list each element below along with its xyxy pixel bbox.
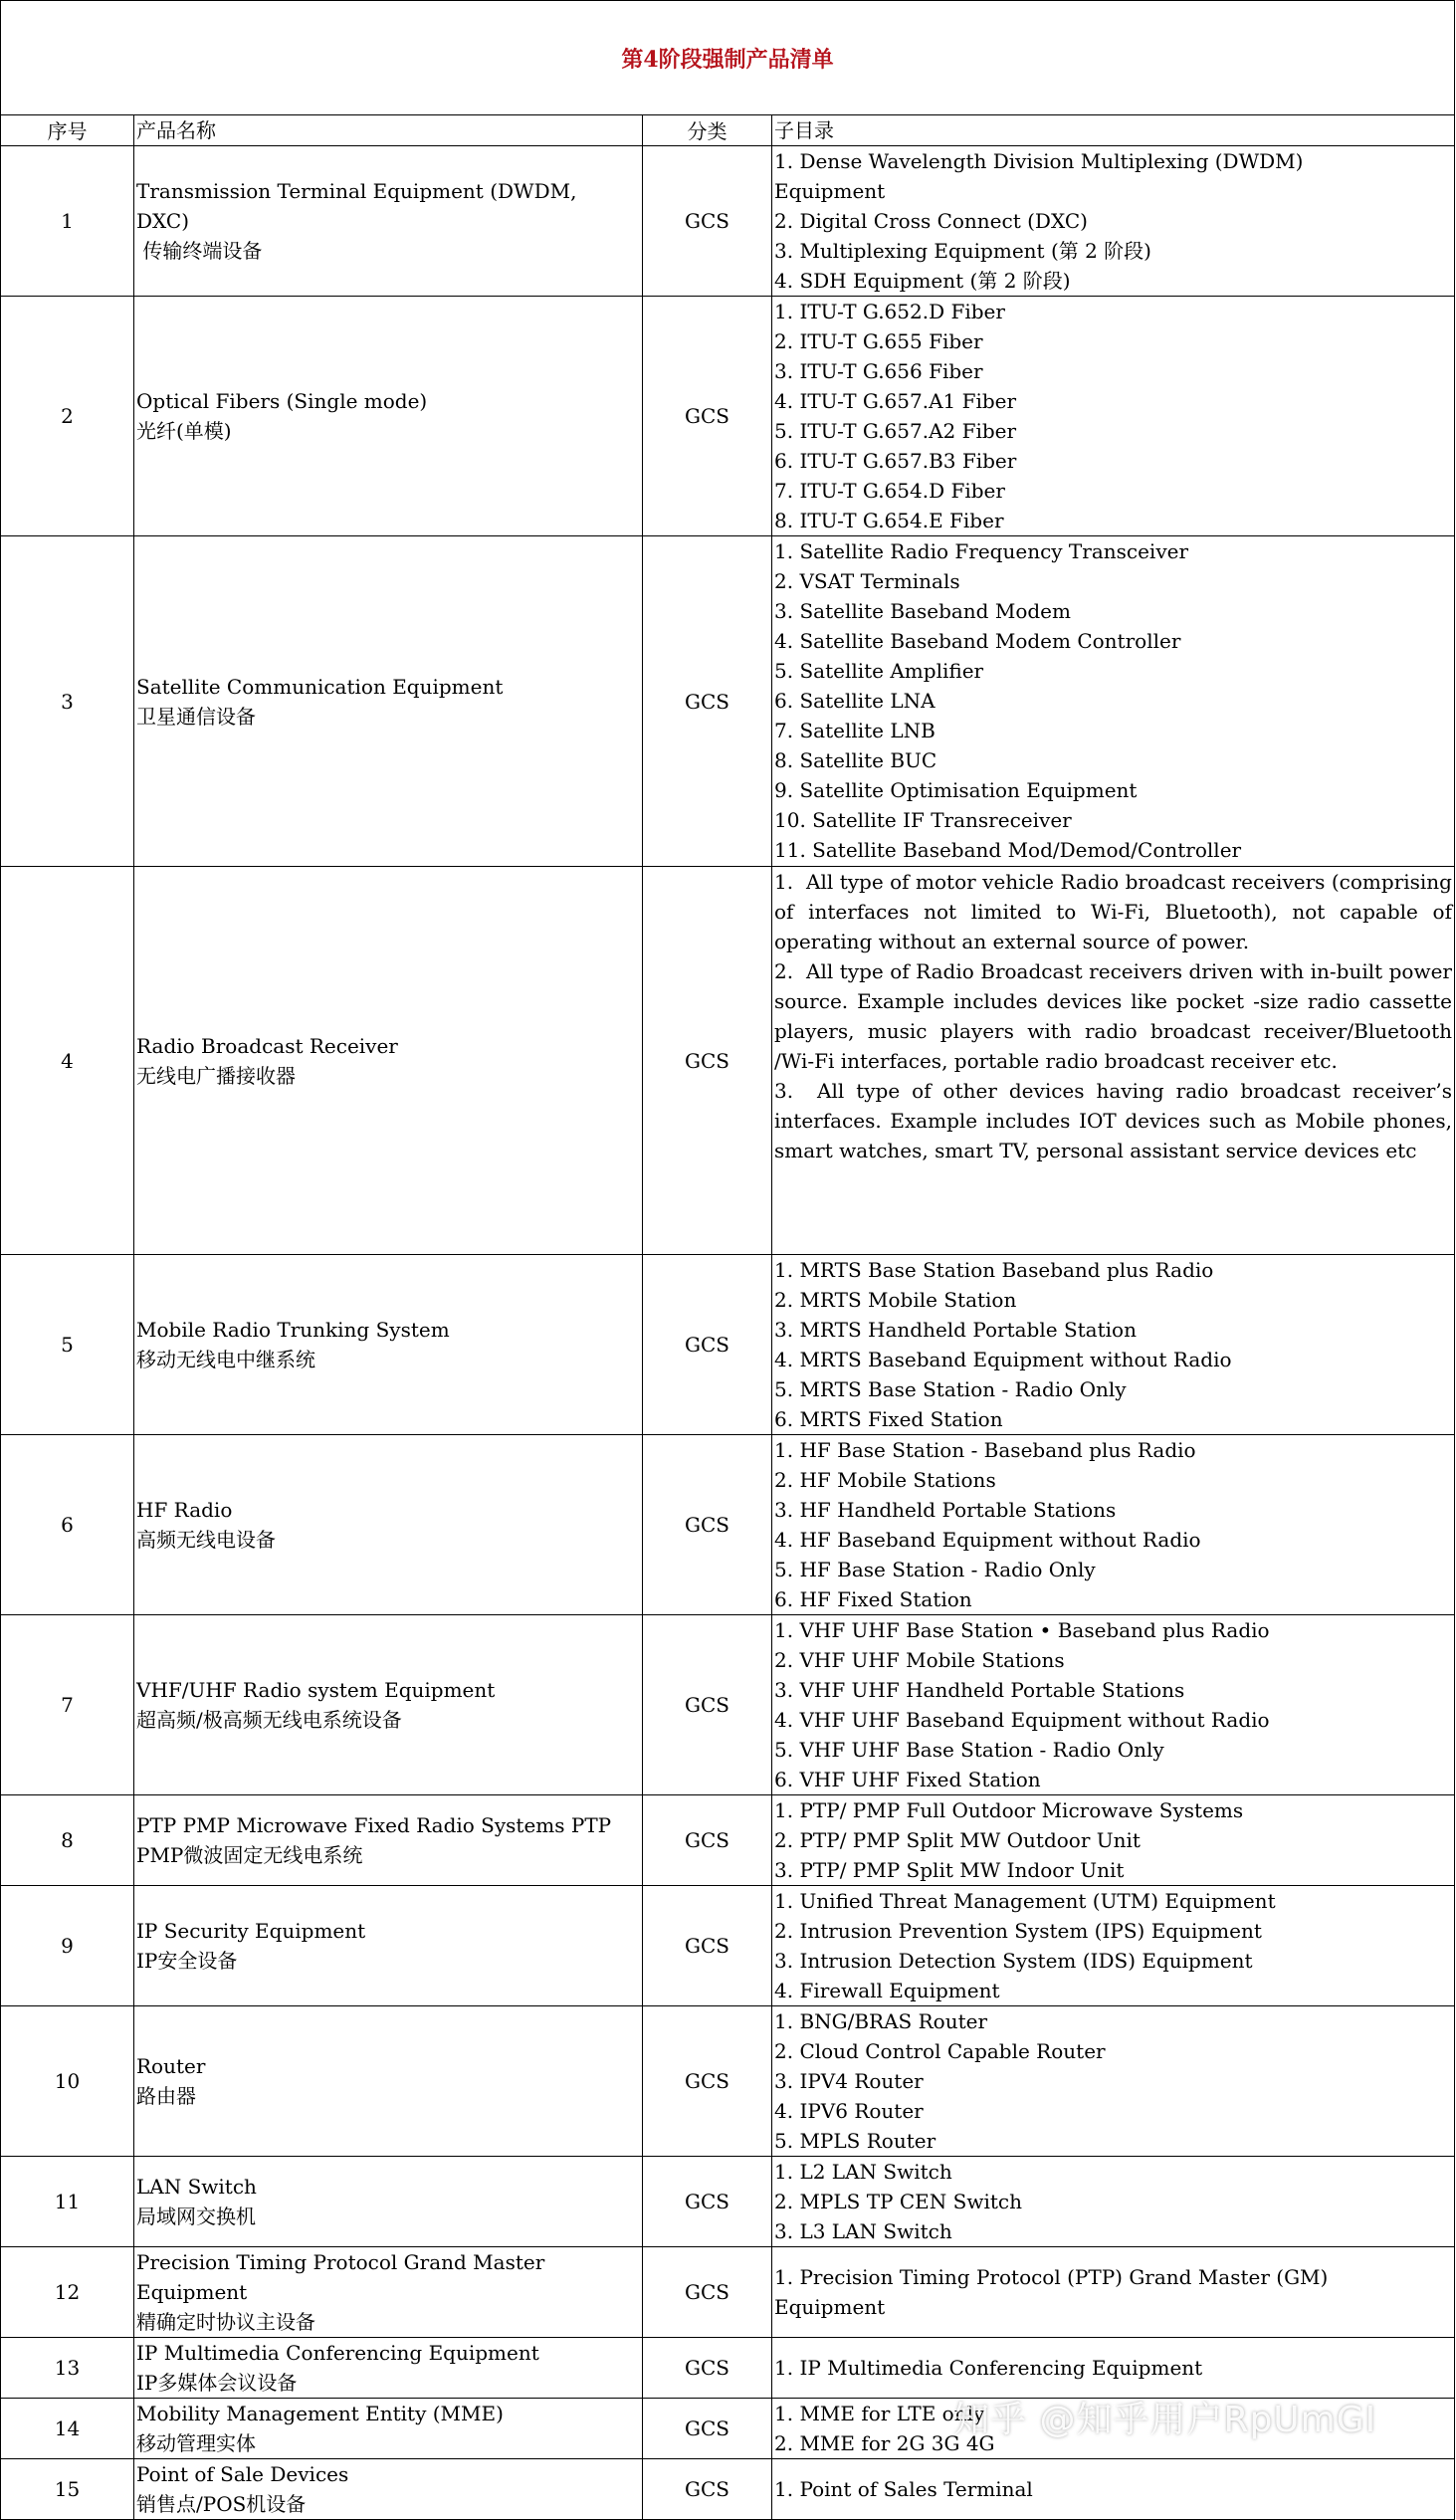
- subcategory-cell: [772, 867, 1455, 1255]
- subcategory-item: 1. MME for LTE only: [774, 2402, 985, 2425]
- subcategory-item: 4. Firewall Equipment: [774, 1979, 1000, 2002]
- table-row: [1, 1795, 1455, 1886]
- product-name-cn: PMP微波固定无线电系统: [136, 1843, 363, 1867]
- subcategory-item: 1. MRTS Base Station Baseband plus Radio: [774, 1258, 1214, 1282]
- subcategory-cell: [772, 2006, 1455, 2157]
- row-number: 13: [1, 2338, 134, 2399]
- subcategory-cell: [772, 1255, 1455, 1435]
- product-name-cell: [134, 2459, 643, 2520]
- header-no: 序号: [1, 115, 134, 146]
- subcategory-item: 6. ITU-T G.657.B3 Fiber: [774, 449, 1017, 473]
- category-cell: GCS: [643, 146, 772, 297]
- product-name-cn: IP多媒体会议设备: [136, 2371, 298, 2395]
- subcategory-item: 3. Intrusion Detection System (IDS) Equipment: [774, 1949, 1253, 1973]
- table-row: [1, 536, 1455, 867]
- product-name-cn: 无线电广播接收器: [136, 1063, 296, 1088]
- product-name-cell: [134, 297, 643, 536]
- product-name-cn: 局域网交换机: [136, 2205, 256, 2228]
- product-name-en: LAN Switch: [136, 2175, 257, 2199]
- subcategory-item: 7. ITU-T G.654.D Fiber: [774, 479, 1005, 503]
- subcategory-item: 3. Satellite Baseband Modem: [774, 599, 1071, 623]
- subcategory-item: 4. MRTS Baseband Equipment without Radio: [774, 1348, 1232, 1371]
- table-row: [1, 146, 1455, 297]
- table-row: [1, 297, 1455, 536]
- product-name-cell: [134, 1795, 643, 1886]
- subcategory-item: 3. ITU-T G.656 Fiber: [774, 359, 983, 383]
- product-name-cn: 精确定时协议主设备: [136, 2310, 315, 2334]
- category-cell: GCS: [643, 867, 772, 1255]
- table-row: [1, 1615, 1455, 1795]
- product-name-en: Mobility Management Entity (MME): [136, 2402, 504, 2425]
- row-number: 12: [1, 2247, 134, 2338]
- product-name-en: Satellite Communication Equipment: [136, 674, 504, 699]
- subcategory-item: 4. SDH Equipment (第 2 阶段): [774, 269, 1071, 293]
- subcategory-item: 1. IP Multimedia Conferencing Equipment: [774, 2356, 1203, 2380]
- product-name-cell: [134, 1615, 643, 1795]
- category-cell: GCS: [643, 2157, 772, 2247]
- table-title: 第4阶段强制产品清单: [1, 1, 1455, 115]
- subcategory-item: 3. All type of other devices having radio broadcast receiver’s interfaces. Example includes IOT devices such as Mobile phones, smart watches, smart TV, personal assistant service devices etc: [774, 1079, 1452, 1162]
- table-row: [1, 1255, 1455, 1435]
- subcategory-item: 4. IPV6 Router: [774, 2099, 924, 2123]
- subcategory-cell: [772, 2247, 1455, 2338]
- table-row: [1, 2006, 1455, 2157]
- subcategory-item: 4. ITU-T G.657.A1 Fiber: [774, 389, 1017, 413]
- product-name-cn: 路由器: [136, 2084, 196, 2108]
- table-row: [1, 1886, 1455, 2006]
- subcategory-item: 2. Digital Cross Connect (DXC): [774, 209, 1088, 233]
- subcategory-item: 3. Multiplexing Equipment (第 2 阶段): [774, 239, 1151, 263]
- category-cell: GCS: [643, 1255, 772, 1435]
- subcategory-item: 3. MRTS Handheld Portable Station: [774, 1318, 1137, 1342]
- title-row: [1, 1, 1455, 115]
- product-name-cell: [134, 2006, 643, 2157]
- product-name-cell: [134, 2247, 643, 2338]
- product-name-en: Optical Fibers (Single mode): [136, 389, 428, 413]
- subcategory-item: 4. HF Baseband Equipment without Radio: [774, 1528, 1201, 1552]
- subcategory-item: 2. Cloud Control Capable Router: [774, 2039, 1106, 2063]
- subcategory-item: 1. Unified Threat Management (UTM) Equipment: [774, 1889, 1276, 1913]
- subcategory-cell: [772, 1615, 1455, 1795]
- subcategory-item: 5. MRTS Base Station - Radio Only: [774, 1377, 1127, 1401]
- subcategory-item: 5. VHF UHF Base Station - Radio Only: [774, 1738, 1164, 1762]
- header-subcategory: 子目录: [772, 115, 1455, 146]
- row-number: 3: [1, 536, 134, 867]
- subcategory-item: 10. Satellite IF Transreceiver: [774, 808, 1072, 832]
- category-cell: GCS: [643, 2399, 772, 2459]
- subcategory-item: 3. HF Handheld Portable Stations: [774, 1498, 1117, 1522]
- product-name-en: Radio Broadcast Receiver: [136, 1033, 398, 1058]
- product-name-en: HF Radio: [136, 1498, 233, 1522]
- subcategory-item: 1. HF Base Station - Baseband plus Radio: [774, 1438, 1196, 1462]
- category-cell: GCS: [643, 2247, 772, 2338]
- subcategory-item: 1. BNG/BRAS Router: [774, 2009, 988, 2033]
- subcategory-item: 2. MRTS Mobile Station: [774, 1288, 1017, 1312]
- row-number: 7: [1, 1615, 134, 1795]
- subcategory-item: 2. Intrusion Prevention System (IPS) Equipment: [774, 1919, 1262, 1943]
- category-cell: GCS: [643, 2338, 772, 2399]
- row-number: 11: [1, 2157, 134, 2247]
- subcategory-item: 1. Dense Wavelength Division Multiplexing (DWDM) Equipment: [774, 149, 1304, 203]
- subcategory-cell: [772, 1435, 1455, 1615]
- header-row: [1, 115, 1455, 146]
- category-cell: GCS: [643, 1615, 772, 1795]
- row-number: 1: [1, 146, 134, 297]
- subcategory-item: 1. All type of motor vehicle Radio broadcast receivers (comprising of interfaces not limited to Wi-Fi, Bluetooth), not capable of operating without an external source of power.: [774, 870, 1452, 953]
- row-number: 9: [1, 1886, 134, 2006]
- subcategory-item: 8. Satellite BUC: [774, 748, 937, 772]
- subcategory-item: 6. VHF UHF Fixed Station: [774, 1768, 1041, 1791]
- product-name-cell: [134, 1886, 643, 2006]
- subcategory-item: 3. VHF UHF Handheld Portable Stations: [774, 1678, 1185, 1702]
- product-name-cn: 传输终端设备: [136, 239, 263, 263]
- product-name-cn: IP安全设备: [136, 1949, 238, 1973]
- subcategory-item: 2. MME for 2G 3G 4G: [774, 2431, 995, 2455]
- subcategory-item: 11. Satellite Baseband Mod/Demod/Controller: [774, 838, 1242, 862]
- subcategory-cell: [772, 297, 1455, 536]
- product-name-en: IP Security Equipment: [136, 1919, 366, 1943]
- subcategory-item: 4. Satellite Baseband Modem Controller: [774, 629, 1181, 653]
- header-category: 分类: [643, 115, 772, 146]
- table-row: [1, 2247, 1455, 2338]
- product-name-cn: 移动无线电中继系统: [136, 1348, 315, 1371]
- subcategory-item: 7. Satellite LNB: [774, 719, 936, 742]
- subcategory-item: 1. ITU-T G.652.D Fiber: [774, 300, 1005, 323]
- product-name-cn: 高频无线电设备: [136, 1528, 276, 1552]
- row-number: 10: [1, 2006, 134, 2157]
- subcategory-cell: [772, 2157, 1455, 2247]
- subcategory-item: 2. ITU-T G.655 Fiber: [774, 329, 983, 353]
- product-name-cn: 超高频/极高频无线电系统设备: [136, 1708, 402, 1732]
- category-cell: GCS: [643, 2459, 772, 2520]
- table-row: [1, 1435, 1455, 1615]
- product-name-cell: [134, 2399, 643, 2459]
- product-name-cell: [134, 1435, 643, 1615]
- category-cell: GCS: [643, 1435, 772, 1615]
- subcategory-item: 3. PTP/ PMP Split MW Indoor Unit: [774, 1858, 1125, 1882]
- subcategory-item: 1. Satellite Radio Frequency Transceiver: [774, 539, 1189, 563]
- category-cell: GCS: [643, 536, 772, 867]
- product-name-cn: 卫星通信设备: [136, 704, 256, 729]
- row-number: 15: [1, 2459, 134, 2520]
- product-name-cn: 移动管理实体: [136, 2431, 256, 2455]
- subcategory-item: 1. PTP/ PMP Full Outdoor Microwave Systems: [774, 1798, 1244, 1822]
- table-row: [1, 867, 1455, 1255]
- subcategory-item: 1. VHF UHF Base Station • Baseband plus Radio: [774, 1618, 1270, 1642]
- subcategory-item: 1. L2 LAN Switch: [774, 2160, 952, 2184]
- subcategory-item: 2. VSAT Terminals: [774, 569, 960, 593]
- subcategory-item: 2. PTP/ PMP Split MW Outdoor Unit: [774, 1828, 1141, 1852]
- product-name-cell: [134, 867, 643, 1255]
- product-name-en: Transmission Terminal Equipment (DWDM, DXC): [136, 179, 577, 233]
- row-number: 6: [1, 1435, 134, 1615]
- product-name-cn: 销售点/POS机设备: [136, 2492, 307, 2516]
- subcategory-item: 3. L3 LAN Switch: [774, 2219, 952, 2243]
- product-name-cell: [134, 2338, 643, 2399]
- product-name-cell: [134, 2157, 643, 2247]
- subcategory-item: 1. Point of Sales Terminal: [774, 2477, 1033, 2501]
- subcategory-item: 5. ITU-T G.657.A2 Fiber: [774, 419, 1017, 443]
- subcategory-item: 5. MPLS Router: [774, 2129, 936, 2153]
- subcategory-cell: [772, 1795, 1455, 1886]
- product-name-cn: 光纤(单模): [136, 419, 232, 443]
- subcategory-cell: [772, 536, 1455, 867]
- subcategory-cell: [772, 2338, 1455, 2399]
- subcategory-item: 8. ITU-T G.654.E Fiber: [774, 509, 1004, 532]
- row-number: 8: [1, 1795, 134, 1886]
- table-row: [1, 2338, 1455, 2399]
- subcategory-cell: [772, 1886, 1455, 2006]
- product-name-en: Router: [136, 2054, 206, 2078]
- category-cell: GCS: [643, 1886, 772, 2006]
- table-row: [1, 2459, 1455, 2520]
- row-number: 2: [1, 297, 134, 536]
- subcategory-item: 2. HF Mobile Stations: [774, 1468, 996, 1492]
- product-name-en: VHF/UHF Radio system Equipment: [136, 1678, 496, 1702]
- subcategory-item: 2. VHF UHF Mobile Stations: [774, 1648, 1065, 1672]
- header-name: 产品名称: [134, 115, 643, 146]
- row-number: 5: [1, 1255, 134, 1435]
- subcategory-item: 3. IPV4 Router: [774, 2069, 924, 2093]
- row-number: 14: [1, 2399, 134, 2459]
- subcategory-cell: [772, 146, 1455, 297]
- subcategory-item: 6. HF Fixed Station: [774, 1587, 972, 1611]
- subcategory-item: 1. Precision Timing Protocol (PTP) Grand Master (GM) Equipment: [774, 2265, 1329, 2319]
- product-name-en: Mobile Radio Trunking System: [136, 1318, 450, 1342]
- table-row: [1, 2157, 1455, 2247]
- product-name-cell: [134, 146, 643, 297]
- subcategory-item: 5. HF Base Station - Radio Only: [774, 1558, 1096, 1581]
- category-cell: GCS: [643, 297, 772, 536]
- category-cell: GCS: [643, 1795, 772, 1886]
- watermark-text: 知乎 @知乎用户RpUmGI: [953, 2400, 1377, 2440]
- subcategory-item: 2. MPLS TP CEN Switch: [774, 2190, 1022, 2213]
- product-name-en: Precision Timing Protocol Grand Master Equipment: [136, 2250, 545, 2304]
- subcategory-item: 6. MRTS Fixed Station: [774, 1407, 1003, 1431]
- subcategory-item: 2. All type of Radio Broadcast receivers driven with in-built power source. Example includes devices like pocket -size radio cassette players, music players with radio broadcast receiver/Bluetooth /Wi-Fi interfaces, portable radio broadcast receiver etc.: [774, 959, 1452, 1073]
- subcategory-item: 6. Satellite LNA: [774, 689, 936, 713]
- subcategory-cell: [772, 2459, 1455, 2520]
- product-name-cell: [134, 1255, 643, 1435]
- subcategory-item: 9. Satellite Optimisation Equipment: [774, 778, 1138, 802]
- subcategory-item: 5. Satellite Amplifier: [774, 659, 984, 683]
- row-number: 4: [1, 867, 134, 1255]
- product-name-cell: [134, 536, 643, 867]
- product-name-en: IP Multimedia Conferencing Equipment: [136, 2341, 539, 2365]
- product-name-en: Point of Sale Devices: [136, 2462, 349, 2486]
- subcategory-item: 4. VHF UHF Baseband Equipment without Radio: [774, 1708, 1270, 1732]
- product-name-en: PTP PMP Microwave Fixed Radio Systems PTP: [136, 1813, 612, 1837]
- category-cell: GCS: [643, 2006, 772, 2157]
